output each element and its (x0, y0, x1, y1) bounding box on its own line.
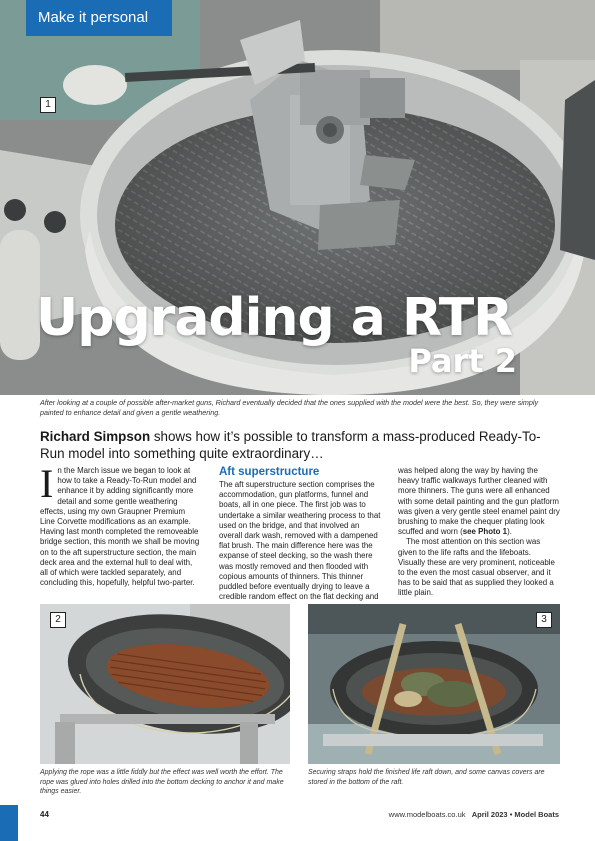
photo-number-3: 3 (536, 612, 552, 628)
page-number: 44 (40, 810, 49, 819)
body-paragraph-continued (398, 466, 560, 537)
issue-date: April 2023 (471, 810, 508, 819)
standfirst (40, 428, 555, 462)
photo-2-caption: Applying the rope was a little fiddly but the effect was well worth the effort. The rope was glued into holes drilled into the bottom decking to anchor it and make things easier. (40, 769, 284, 795)
photo-number-2: 2 (50, 612, 66, 628)
body-column-2 (219, 466, 382, 602)
section-subhead: Aft superstructure (219, 466, 320, 478)
life-raft-illustration (40, 604, 290, 764)
photo-reference: see Photo 1 (462, 527, 508, 537)
author-name: Richard Simpson (40, 429, 151, 444)
photo-life-raft-straps (308, 604, 560, 764)
hero-photo (0, 0, 595, 395)
footer-accent-bar (0, 805, 18, 841)
body-column-1 (40, 461, 202, 588)
standfirst-text: shows how it’s possible to transform a mass-produced Ready-To-Run model into something quite extraordinary… (40, 429, 541, 461)
article-subtitle: Part 2 (408, 342, 517, 380)
body-column-3 (398, 466, 560, 599)
photo-number-1: 1 (40, 97, 56, 113)
body-text-segment: ). (507, 527, 512, 537)
body-paragraph-aft: The aft superstructure section comprises the accommodation, gun platforms, funnel and boats, all in one piece. The first job was to undertake a similar weathering process to that used on the bridge, and that involved an overall dark wash, removed with a dampened flat brush. The main difference here was the expanse of steel decking, so the wash there was mostly removed and then flooded with copious amounts of thinners. This thinner puddled before eventually drying to leave a credible random effect on the flat decking and (219, 480, 381, 602)
photo-life-raft-rope (40, 604, 290, 764)
body-paragraph-liferafts: The most attention on this section was given to the life rafts and the lifeboats. Visually these are very prominent, noticeable to the even the most casual observer, and it has to be said that as supplied they looked a little plain. (398, 537, 555, 598)
magazine-name: Model Boats (514, 810, 559, 819)
body-text-segment: was helped along the way by having the heavy traffic walkways further cleaned with more thinners. The guns were all enhanced with some detail painting and the gun platform was given a very gentle steel enamel paint dry brushing to make the chequer plating look scuffed and worn ( (398, 466, 560, 537)
article-title: Upgrading a RTR (36, 288, 513, 348)
body-paragraph-intro: n the March issue we began to look at how to take a Ready-To-Run model and enhance it by adding significantly more detail and some gentle weathering effects, using my own Graupner Premium Line Corvette modifications as an example. Having last month completed the removeable bridge section, this month we shall be moving on to the aft superstructure section, the main deck area and the external hull to deal with, all of which were tackled separately, and concluding this, hopefully, helpful two-parter. (40, 466, 200, 588)
drop-cap: I (40, 461, 54, 506)
hero-caption: After looking at a couple of possible after-market guns, Richard eventually decided that the ones supplied with the model were the best. So, they were simply painted to enhance detail and given a gentle weathering. (40, 398, 539, 417)
website-url: www.modelboats.co.uk (388, 810, 466, 819)
section-tab: Make it personal (26, 0, 172, 36)
life-raft-straps-illustration (308, 604, 560, 764)
footer-credit (389, 810, 559, 819)
footer-separator: • (507, 810, 515, 819)
photo-3-caption: Securing straps hold the finished life raft down, and some canvas covers are stored in the bottom of the raft. (308, 769, 545, 786)
